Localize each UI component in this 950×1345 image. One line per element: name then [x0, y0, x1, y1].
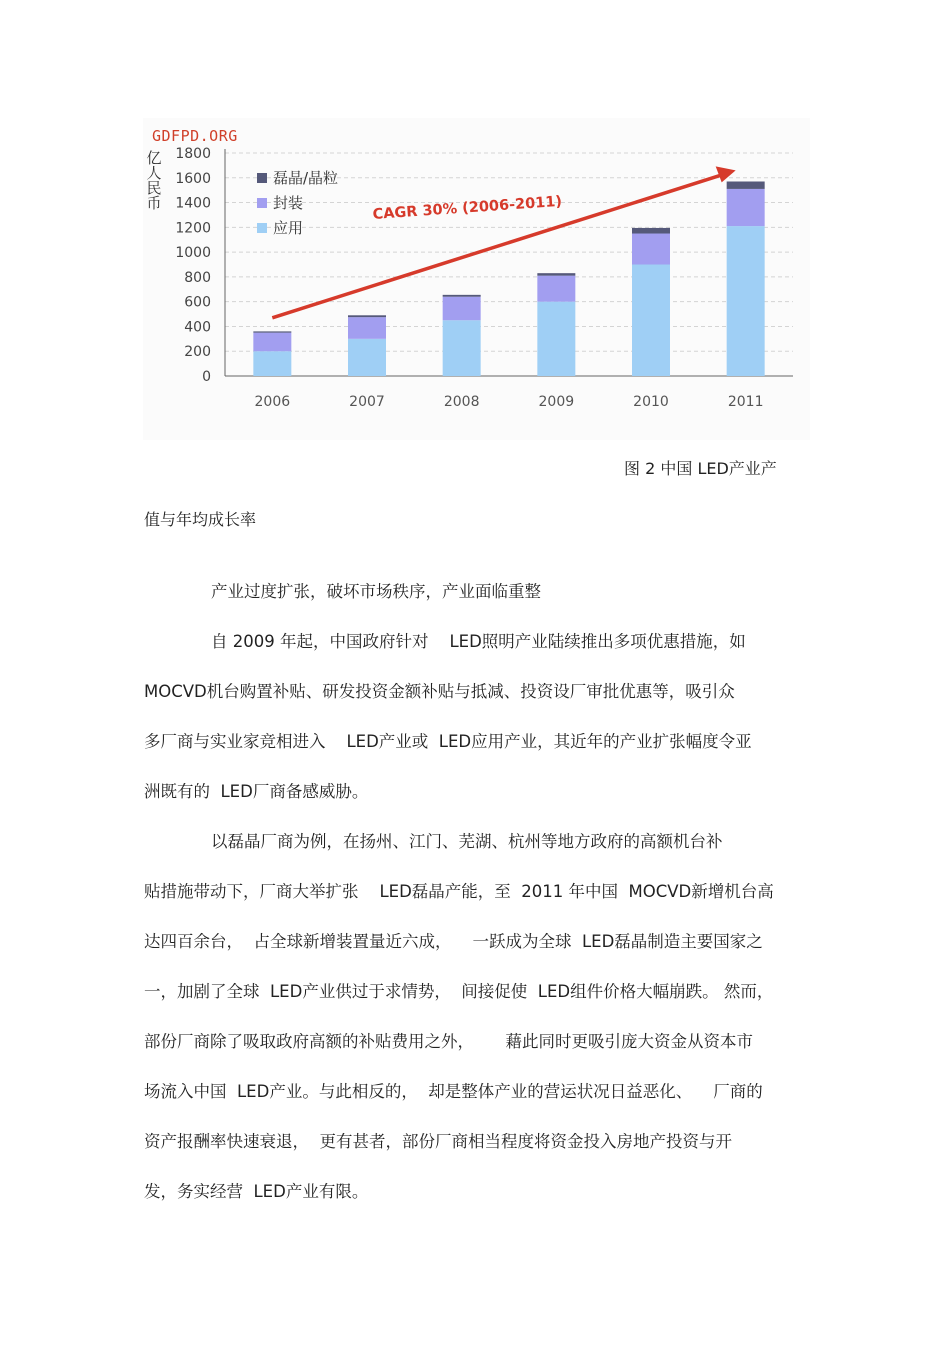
- x-tick-label: 2011: [727, 394, 764, 410]
- y-tick-label: 1600: [175, 170, 211, 187]
- x-tick-label: 2006: [254, 394, 291, 410]
- bar-segment: [253, 331, 291, 332]
- bar-segment: [253, 333, 291, 352]
- chart-watermark: GDFPD.ORG: [152, 127, 238, 145]
- x-tick-label: 2007: [349, 394, 385, 410]
- legend-label: 封装: [273, 194, 304, 212]
- paragraph-line: 自 2009 年起，中国政府针对 LED照明产业陆续推出多项优惠措施，如: [211, 632, 746, 651]
- y-tick-label: 800: [184, 269, 211, 286]
- y-tick-label: 1400: [175, 195, 211, 212]
- y-tick-label: 600: [184, 294, 211, 311]
- y-tick-label: 0: [202, 369, 211, 385]
- paragraph-line: 发，务实经营 LED产业有限。: [144, 1182, 369, 1201]
- y-tick-label: 200: [184, 344, 211, 361]
- y-tick-label: 1800: [175, 146, 211, 162]
- paragraph-line: 达四百余台， 占全球新增装置量近六成， 一跃成为全球 LED磊晶制造主要国家之: [144, 932, 763, 951]
- legend-label: 磊晶/晶粒: [273, 169, 339, 187]
- bar-segment: [348, 339, 386, 376]
- paragraph-line: MOCVD机台购置补贴、研发投资金额补贴与抵减、投资设厂审批优惠等，吸引众: [144, 682, 735, 701]
- paragraph-line: 资产报酬率快速衰退， 更有甚者，部份厂商相当程度将资金投入房地产投资与开: [144, 1132, 732, 1151]
- y-tick-label: 400: [184, 319, 211, 336]
- bar-segment: [348, 315, 386, 317]
- bar-segment: [443, 320, 481, 376]
- x-tick-label: 2009: [538, 394, 575, 410]
- figure-caption-line-1: 图 2 中国 LED产业产: [624, 459, 777, 478]
- legend-swatch: [257, 173, 267, 183]
- legend-label: 应用: [273, 219, 304, 237]
- legend-swatch: [257, 223, 267, 233]
- bar-segment: [253, 351, 291, 376]
- section-heading: 产业过度扩张，破坏市场秩序，产业面临重整: [211, 582, 541, 601]
- x-tick-label: 2010: [633, 394, 669, 410]
- paragraph-line: 贴措施带动下，厂商大举扩张 LED磊晶产能，至 2011 年中国 MOCVD新增机台高: [144, 882, 774, 901]
- legend-swatch: [257, 198, 267, 208]
- bar-segment: [443, 295, 481, 297]
- paragraph-line: 场流入中国 LED产业。与此相反的， 却是整体产业的营运状况日益恶化、 厂商的: [144, 1082, 763, 1101]
- bar-segment: [727, 181, 765, 188]
- bar-segment: [443, 297, 481, 321]
- y-tick-label: 1000: [175, 245, 211, 262]
- bar-segment: [632, 265, 670, 377]
- y-axis-label-char: 民: [146, 179, 162, 197]
- y-axis-label-char: 亿: [146, 149, 162, 167]
- bar-segment: [632, 228, 670, 234]
- bar-segment: [632, 234, 670, 265]
- figure-caption-line-2: 值与年均成长率: [144, 510, 257, 529]
- x-tick-label: 2008: [443, 394, 480, 410]
- y-tick-label: 1200: [175, 220, 211, 237]
- bar-segment: [537, 302, 575, 376]
- y-axis-label-char: 人: [146, 164, 162, 182]
- bar-segment: [727, 226, 765, 376]
- paragraph-line: 一，加剧了全球 LED产业供过于求情势， 间接促使 LED组件价格大幅崩跌。 然而，: [144, 982, 774, 1001]
- cagr-annotation: CAGR 30% (2006-2011): [372, 193, 563, 223]
- led-output-chart: [143, 118, 810, 440]
- bar-segment: [348, 317, 386, 339]
- bar-segment: [537, 273, 575, 275]
- y-axis-label-char: 币: [146, 194, 162, 212]
- bar-segment: [537, 276, 575, 302]
- paragraph-line: 洲既有的 LED厂商备感威胁。: [144, 782, 369, 801]
- paragraph-line: 多厂商与实业家竞相进入 LED产业或 LED应用产业，其近年的产业扩张幅度令亚: [144, 732, 752, 751]
- paragraph-line: 以磊晶厂商为例，在扬州、江门、芜湖、杭州等地方政府的高额机台补: [211, 832, 723, 851]
- paragraph-line: 部份厂商除了吸取政府高额的补贴费用之外， 藉此同时更吸引庞大资金从资本市: [144, 1032, 753, 1051]
- bar-segment: [727, 189, 765, 226]
